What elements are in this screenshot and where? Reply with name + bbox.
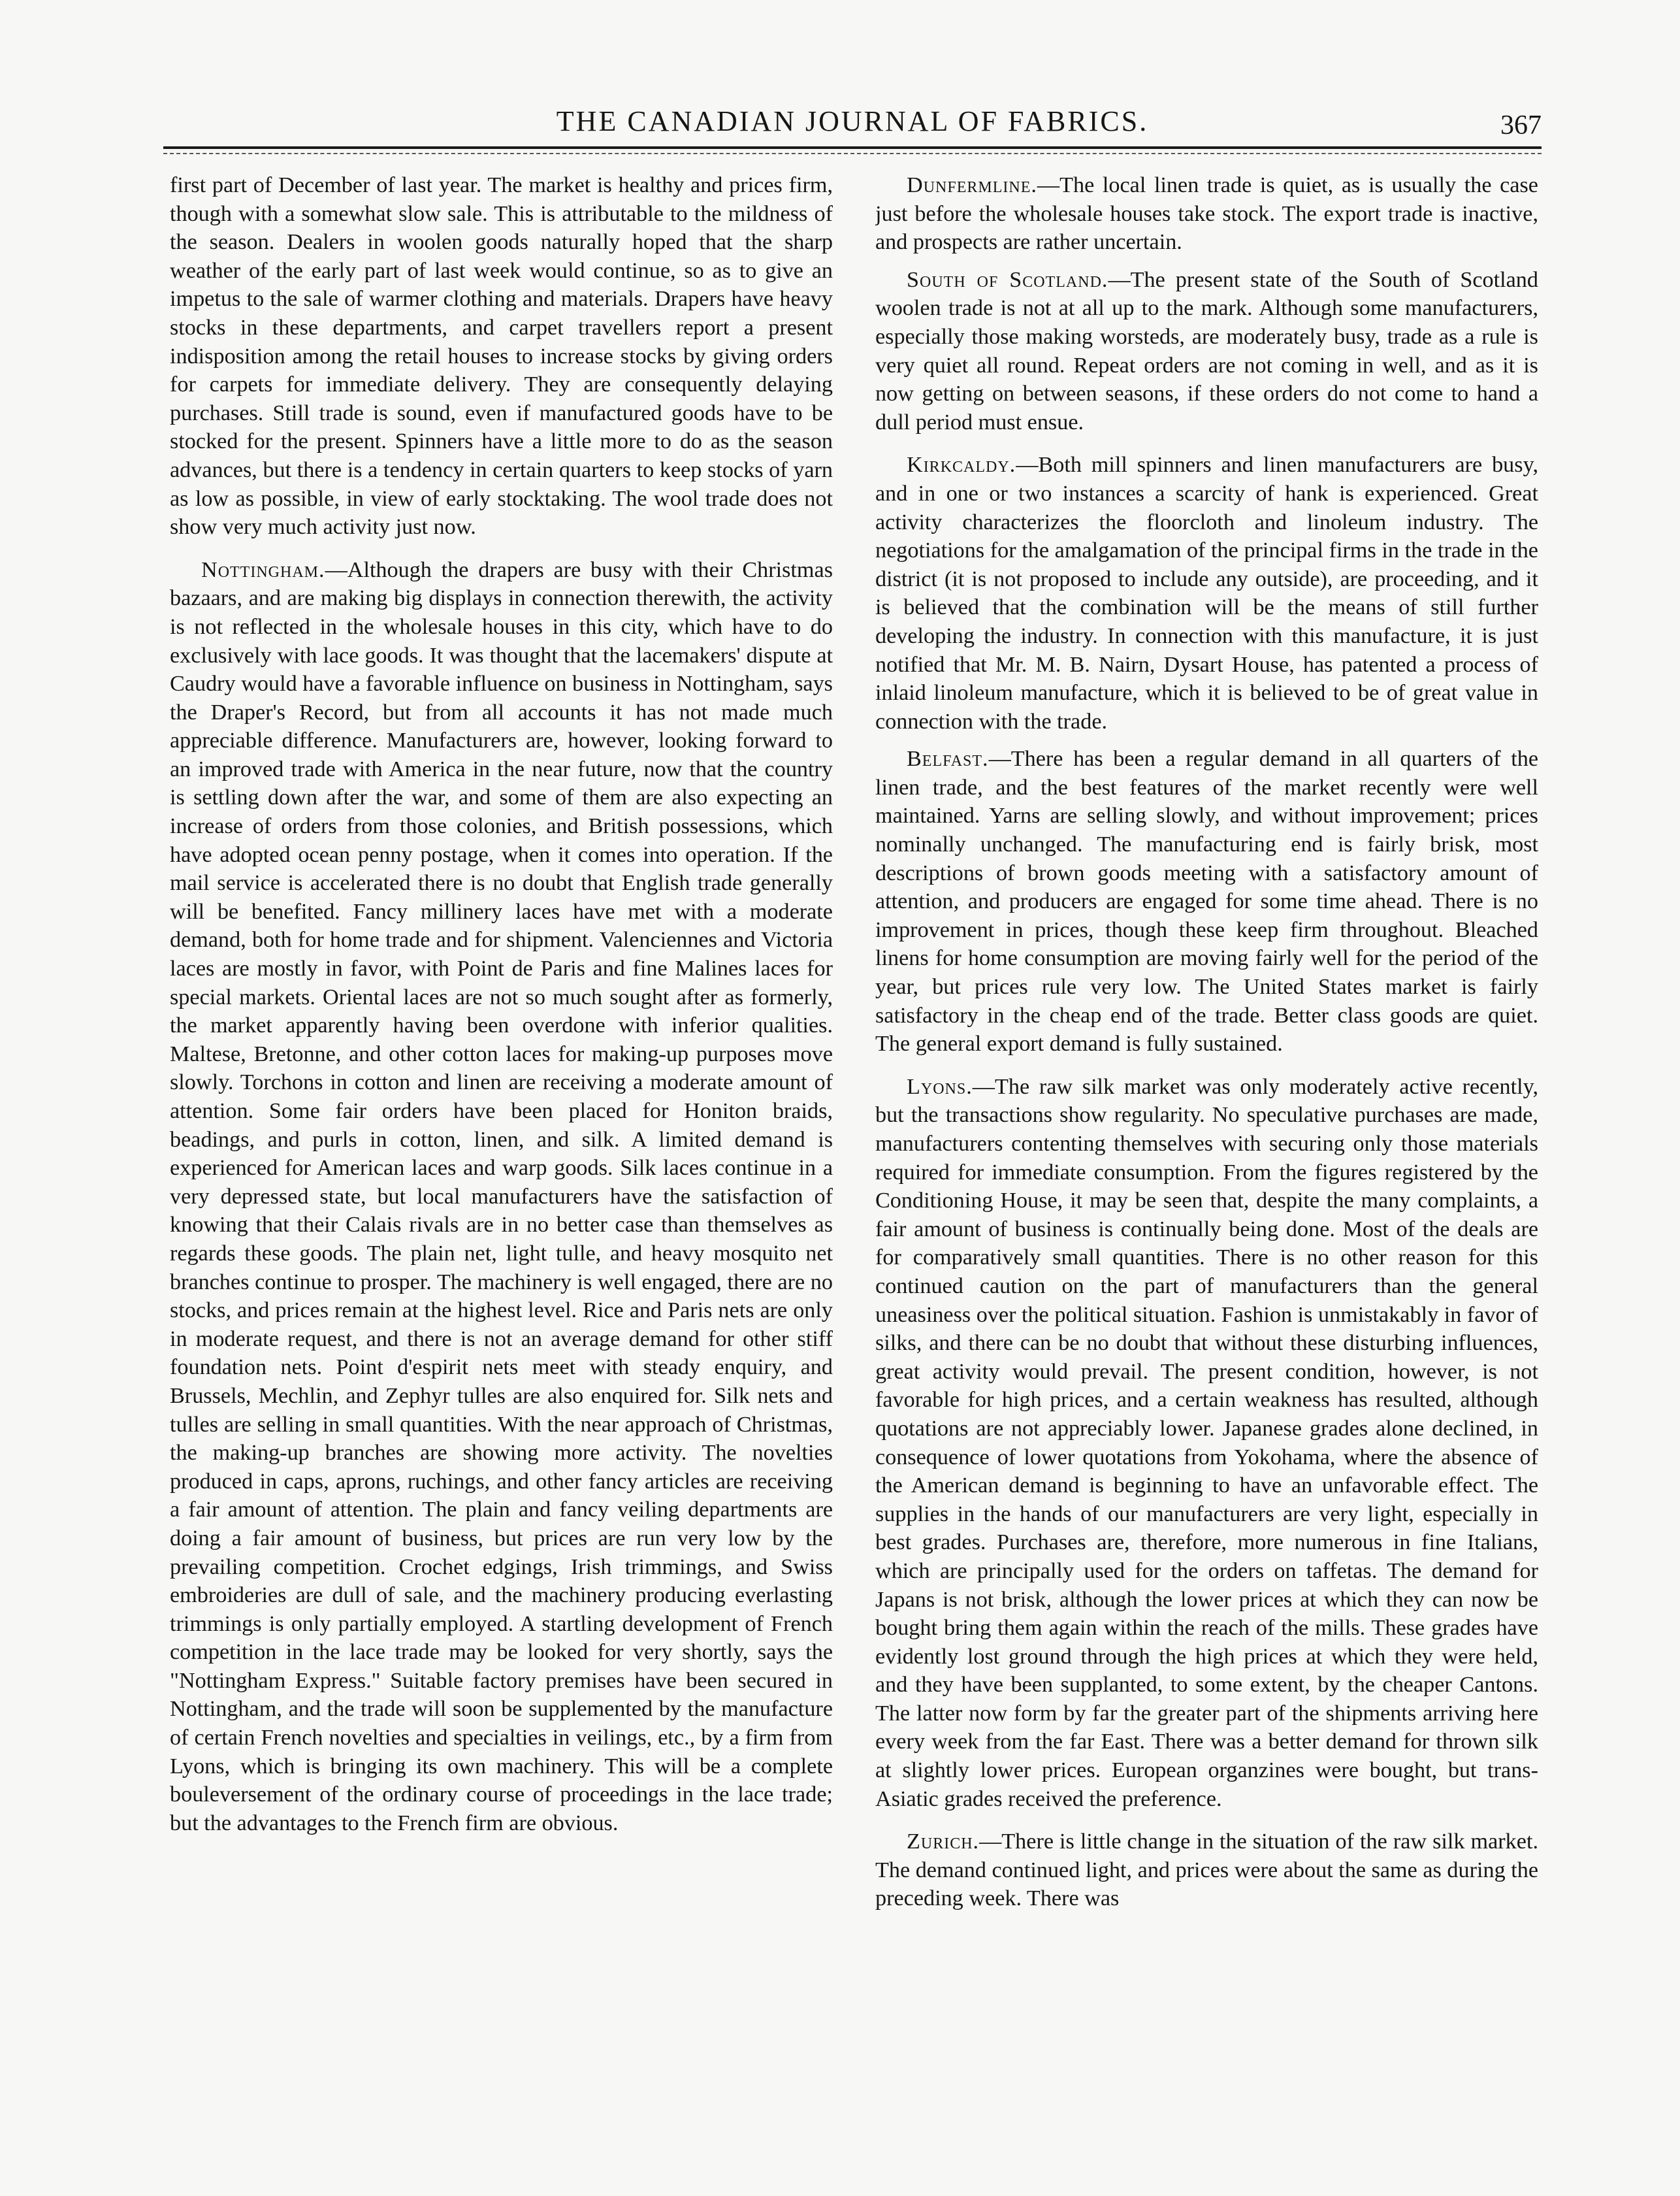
left-column — [170, 171, 833, 2144]
paragraph-lead: Belfast. — [907, 747, 989, 772]
header-rule-dashed — [163, 153, 1542, 154]
paragraph-kirkcaldy — [875, 451, 1538, 736]
paragraph-lead: South of Scotland. — [907, 267, 1108, 292]
page-number: 367 — [1500, 110, 1542, 140]
page-header — [163, 98, 1542, 144]
paragraph-text: —Although the drapers are busy with their Christmas bazaars, and are making big displays in connection therewith, the activity is not reflected in the wholesale houses in this city, which have to do exclusively with lace goods. It was thought that the lacemakers' dispute at Caudry would have a favorable influence on business in Nottingham, says the Draper's Record, but from all accounts it has not made much appreciable difference. Manufacturers are, however, looking forward to an improved trade with America in the near future, now that the country is settling down after the war, and some of them are also expecting an increase of orders from those colonies, and British possessions, which have adopted ocean penny postage, when it comes into operation. If the mail service is accelerated there is no doubt that English trade generally will be benefited. Fancy millinery laces have met with a moderate demand, both for home trade and for shipment. Valenciennes and Victoria laces are mostly in favor, with Point de Paris and fine Malines laces for special markets. Oriental laces are not so much sought after as formerly, the market apparently having been overdone with inferior qualities. Maltese, Bretonne, and other cotton laces for making-up purposes move slowly. Torchons in cotton and linen are receiving a moderate amount of attention. Some fair orders have been placed for Honiton braids, beadings, and purls in cotton, linen, and silk. A limited demand is experienced for American laces and warp goods. Silk laces continue in a very depressed state, but local manufacturers have the satisfaction of knowing that their Calais rivals are in no better case than themselves as regards these goods. The plain net, light tulle, and heavy mosquito net branches continue to prosper. The machinery is well engaged, there are no stocks, and prices remain at the highest level. Rice and Paris nets are only in moderate request, and there is not an average demand for other stiff foundation nets. Point d'espirit nets meet with steady enquiry, and Brussels, Mechlin, and Zephyr tulles are also enquired for. Silk nets and tulles are selling in small quantities. With the near approach of Christmas, the making-up branches are showing more activity. The novelties produced in caps, aprons, ruchings, and other fancy articles are receiving a fair amount of attention. The plain and fancy veiling departments are doing a fair amount of business, but prices are run very low by the prevailing competition. Crochet edgings, Irish trimmings, and Swiss embroideries are dull of sale, and the machinery producing everlasting trimmings is only partially employed. A startling development of French competition in the lace trade may be looked for very shortly, says the "Nottingham Express." Suitable factory premises have been secured in Nottingham, and the trade will soon be supplemented by the manufacture of certain French novelties and specialties in veilings, etc., by a firm from Lyons, which is bringing its own machinery. This will be a complete bouleversement of the ordinary course of proceedings in the lace trade; but the advantages to the French firm are obvious. — [170, 557, 833, 1835]
paragraph-text: first part of December of last year. The market is healthy and prices firm, though with a somewhat slow sale. This is attributable to the mildness of the season. Dealers in woolen goods naturally hoped that the sharp weather of the early part of last week would continue, so as to give an impetus to the sale of warmer clothing and materials. Drapers have heavy stocks in these departments, and carpet travellers report a present indisposition among the retail houses to increase stocks by giving orders for carpets for immediate delivery. They are consequently delaying purchases. Still trade is sound, even if manufactured goods have to be stocked for the present. Spinners have a little more to do as the season advances, but there is a tendency in certain quarters to keep stocks of yarn as low as possible, in view of early stocktaking. The wool trade does not show very much activity just now. — [170, 173, 833, 540]
paragraph-zurich — [875, 1827, 1538, 1913]
header-rule — [163, 146, 1542, 149]
paragraph-dunfermline — [875, 171, 1538, 257]
paragraph-nottingham — [170, 556, 833, 1838]
paragraph-lead: Lyons. — [907, 1074, 973, 1099]
paragraph-belfast — [875, 745, 1538, 1058]
paragraph-lead: Kirkcaldy. — [907, 453, 1016, 478]
paragraph-south-of-scotland — [875, 266, 1538, 437]
journal-title: THE CANADIAN JOURNAL OF FABRICS. — [556, 105, 1149, 137]
paragraph-text: —There is little change in the situation of the raw silk market. The demand continued light, and prices were about the same as during the preceding week. There was — [875, 1829, 1538, 1911]
paragraph-lyons — [875, 1073, 1538, 1813]
paragraph-lead: Nottingham. — [201, 557, 325, 582]
paragraph-text: —The raw silk market was only moderately active recently, but the transactions show regularity. No speculative purchases are made, manufacturers contenting themselves with securing only those materials required for immediate consumption. From the figures registered by the Conditioning House, it may be seen that, despite the many complaints, a fair amount of business is continually being done. Most of the deals are for comparatively small quantities. There is no other reason for this continued caution on the part of manufacturers than the general uneasiness over the political situation. Fashion is unmistakably in favor of silks, and there can be no doubt that without these disturbing influences, great activity would prevail. The present condition, however, is not favorable for high prices, and a certain weakness has resulted, although quotations are not appreciably lower. Japanese grades alone declined, in consequence of lower quotations from Yokohama, where the absence of the American demand is beginning to have an unfavorable effect. The supplies in the hands of our manufacturers are very light, especially in best grades. Purchases are, therefore, more numerous in fine Italians, which are principally used for the orders on taffetas. The demand for Japans is not brisk, although the lower prices at which they can now be bought bring them again within the reach of the mills. These grades have evidently lost ground through the high prices at which they were held, and they have been supplanted, to some extent, by the cheaper Cantons. The latter now form by far the greater part of the shipments arriving here every week from the far East. There was a better demand for thrown silk at slightly lower prices. European organzines were bought, but trans-Asiatic grades received the preference. — [875, 1074, 1538, 1811]
paragraph-lead: Zurich. — [907, 1829, 980, 1854]
paragraph-lead: Dunfermline. — [907, 173, 1037, 197]
paragraph-continuation — [170, 171, 833, 542]
paragraph-text: —Both mill spinners and linen manufacturers are busy, and in one or two instances a scarcity of hank is experienced. Great activity characterizes the floorcloth and linoleum industry. The negotiations for the amalgamation of the principal firms in the trade in the district (it is not proposed to include any outside), are proceeding, and it is believed that the combination will be the means of still further developing the industry. In connection with this manufacture, it is just notified that Mr. M. B. Nairn, Dysart House, has patented a process of inlaid linoleum manufacture, which it is believed to be of great value in connection with the trade. — [875, 453, 1538, 734]
paragraph-text: —The local linen trade is quiet, as is usually the case just before the wholesale houses take stock. The export trade is inactive, and prospects are rather uncertain. — [875, 173, 1538, 255]
paragraph-text: —There has been a regular demand in all quarters of the linen trade, and the best features of the market recently were well maintained. Yarns are selling slowly, and without improvement; prices nominally unchanged. The manufacturing end is fairly brisk, most descriptions of brown goods meeting with a satisfactory amount of attention, and producers are engaged for some time ahead. There is no improvement in prices, though these keep firm throughout. Bleached linens for home consumption are moving fairly well for the period of the year, but prices rule very low. The United States market is fairly satisfactory in the cheap end of the trade. Better class goods are quiet. The general export demand is fully sustained. — [875, 747, 1538, 1057]
paragraph-text: —The present state of the South of Scotland woolen trade is not at all up to the mark. Although some manufacturers, especially those making worsteds, are moderately busy, trade as a rule is very quiet all round. Repeat orders are not coming in well, and as it is now getting on between seasons, if these orders do not come to hand a dull period must ensue. — [875, 267, 1538, 434]
right-column — [875, 171, 1538, 2144]
